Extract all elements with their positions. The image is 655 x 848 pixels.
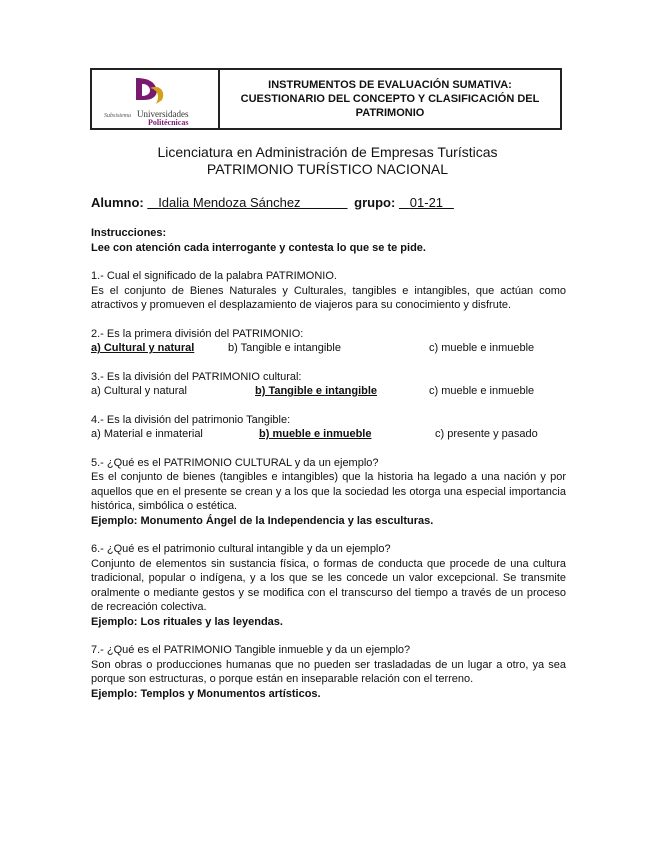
option-4a: a) Material e inmaterial <box>91 428 203 440</box>
group-label: grupo: <box>354 195 396 210</box>
option-3c: c) mueble e inmueble <box>429 385 535 397</box>
option-4b: b) mueble e inmueble <box>259 428 372 440</box>
answer-5: Es el conjunto de bienes (tangibles e intangibles) que la historia ha legado a una nación y por aquellos que en el presente se crean y a los que la sociedad les otorga una especial importancia histórica, simbólica o estética. <box>91 471 566 512</box>
logo-university-text: Universidades <box>137 109 189 119</box>
student-name-value: Idalia Mendoza Sánchez <box>158 195 301 210</box>
instructions-text: Lee con atención cada interrogante y contesta lo que se te pide. <box>91 241 426 254</box>
example-6: Ejemplo: Los rituales y las leyendas. <box>91 615 283 628</box>
course-name: Licenciatura en Administración de Empresas Turísticas <box>157 144 498 160</box>
question-5: 5.- ¿Qué es el PATRIMONIO CULTURAL y da un ejemplo? <box>91 456 379 469</box>
header-title-line: INSTRUMENTOS DE EVALUACIÓN SUMATIVA: <box>268 79 512 91</box>
question-7: 7.- ¿Qué es el PATRIMONIO Tangible inmueble y da un ejemplo? <box>91 644 411 656</box>
logo-sub-text: Subsistema <box>104 113 131 119</box>
subject-name: PATRIMONIO TURÍSTICO NACIONAL <box>206 161 449 177</box>
logo-politecnicas-text: Politécnicas <box>148 118 189 127</box>
option-4c: c) presente y pasado <box>435 428 538 440</box>
group-value: 01-21 <box>409 195 444 210</box>
universidades-politecnicas-logo-icon <box>130 74 170 108</box>
answer-1: Es el conjunto de Bienes Naturales y Culturales, tangibles e intangibles, que actúan como atractivos y promueven el desplazamiento de viajeros para su conocimiento y disfrute. <box>91 284 566 311</box>
question-3: 3.- Es la división del PATRIMONIO cultural: <box>91 370 302 383</box>
questionnaire <box>91 226 566 701</box>
question-1: 1.- Cual el significado de la palabra PATRIMONIO. <box>91 270 337 282</box>
options-4 <box>91 427 566 442</box>
answer-7: Son obras o producciones humanas que no pueden ser trasladadas de un lugar a otro, ya sea porque son estructuras, o porque están en inseparable relación con el terreno. <box>91 658 566 685</box>
example-7: Ejemplo: Templos y Monumentos artísticos. <box>91 687 321 700</box>
options-3 <box>91 384 566 399</box>
question-2: 2.- Es la primera división del PATRIMONIO: <box>91 327 304 340</box>
option-2c: c) mueble e inmueble <box>429 342 535 354</box>
student-info <box>91 195 454 210</box>
header-title-line: CUESTIONARIO DEL CONCEPTO Y CLASIFICACIÓN DEL <box>240 93 540 105</box>
course-title <box>0 144 655 178</box>
example-5: Ejemplo: Monumento Ángel de la Independencia y las esculturas. <box>91 514 434 527</box>
student-name-label: Alumno: <box>91 195 144 210</box>
answer-6: Conjunto de elementos sin sustancia física, o formas de conducta que procede de una cultura tradicional, popular o indígena, y a los que se les concede un valor excepcional. Se transmite oralmente o mediante gestos y se modifica con el transcurso del tiempo a través de un proceso de recreación colectiva. <box>91 557 566 613</box>
options-2 <box>91 341 566 356</box>
logo-cell <box>92 70 220 128</box>
option-2a: a) Cultural y natural <box>91 342 195 354</box>
instructions-heading: Instrucciones: <box>91 227 167 239</box>
header-box <box>90 68 562 130</box>
question-6: 6.- ¿Qué es el patrimonio cultural intangible y da un ejemplo? <box>91 543 391 555</box>
question-4: 4.- Es la división del patrimonio Tangible: <box>91 413 291 426</box>
option-2b: b) Tangible e intangible <box>228 342 341 354</box>
option-3a: a) Cultural y natural <box>91 385 187 397</box>
header-title <box>220 70 560 128</box>
option-3b: b) Tangible e intangible <box>255 385 378 397</box>
header-title-line: PATRIMONIO <box>355 107 425 119</box>
